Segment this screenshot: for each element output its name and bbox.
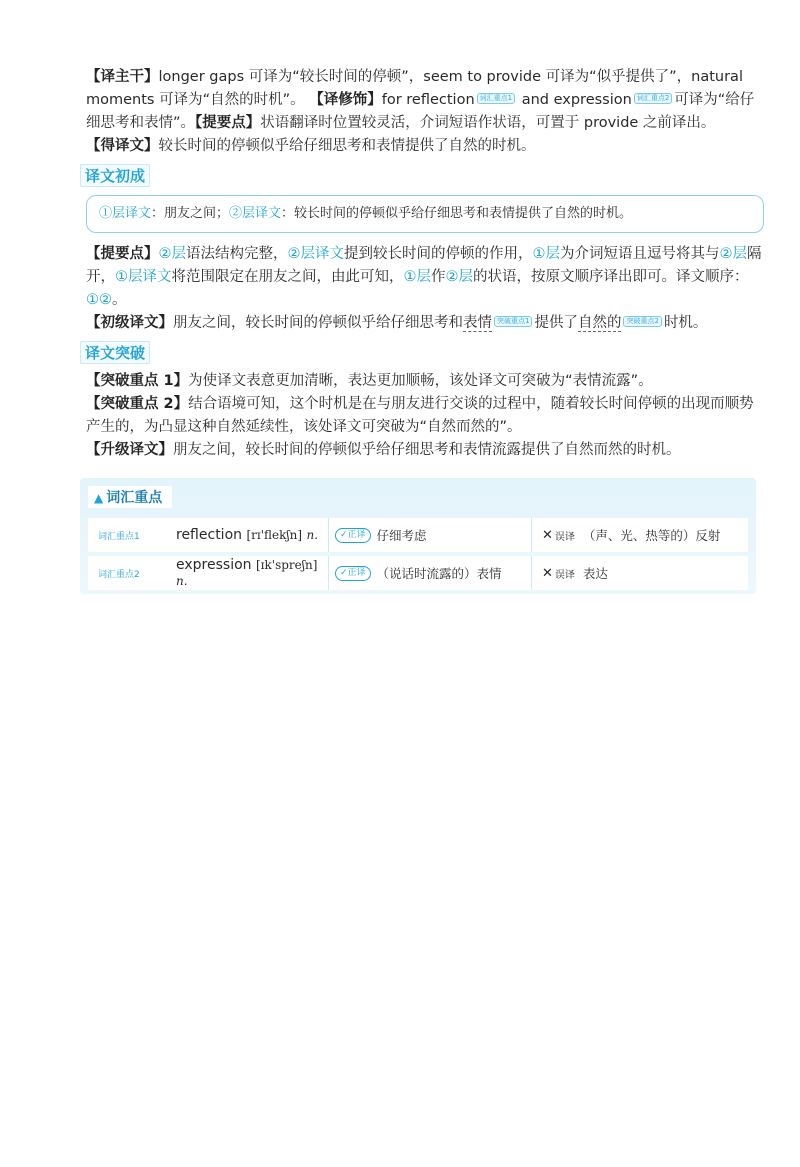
vocab-correct-cell <box>328 518 531 552</box>
vocab-word-cell <box>176 527 328 543</box>
vocab-word: reflection <box>176 527 243 543</box>
paragraph-result <box>86 135 766 158</box>
vocab-panel <box>80 478 756 594</box>
underlined-term: 自然的 <box>577 315 622 331</box>
section-title-breakthrough: 译文突破 <box>80 341 150 364</box>
vocab-word-cell <box>176 557 328 589</box>
text-seg: 。 <box>112 292 127 308</box>
text-seg: 将范围限定在朋友之间，由此可知， <box>171 269 404 285</box>
upgraded-text: 朋友之间，较长时间的停顿似乎给仔细思考和表情流露提供了自然而然的时机。 <box>173 442 681 458</box>
section-title-draft: 译文初成 <box>80 164 150 187</box>
vocab-wrong: 表达 <box>582 566 608 581</box>
text-seg: 的状语，按原文顺序译出即可。译文顺序： <box>473 269 749 285</box>
label-translate-modifier: 【译修饰】 <box>309 92 382 108</box>
paragraph-breakthrough-2 <box>86 393 766 439</box>
vocab-ref-tag: 词汇重点2 <box>634 93 672 104</box>
layer-ref: ①层 <box>403 269 431 285</box>
label-upgraded: 【升级译文】 <box>86 442 173 458</box>
vocab-pos: n. <box>176 574 188 588</box>
layer-ref: ②层译文 <box>287 246 344 262</box>
cross-icon: ✕ <box>542 527 553 543</box>
vocab-wrong-cell <box>531 518 748 552</box>
modifier-text-3: 可译为“给仔细思考和表情”。 <box>86 92 755 131</box>
correct-badge: ✓正译 <box>335 528 371 543</box>
breakthrough-ref-tag: 突破重点1 <box>494 316 532 327</box>
draft-translation-box <box>86 195 764 233</box>
wrong-label: 误译 <box>554 531 575 543</box>
layer-ref: ②层 <box>158 246 186 262</box>
vocab-correct: 仔细考虑 <box>376 528 427 543</box>
vocab-word: expression <box>176 557 252 573</box>
vocab-phonetic: [rɪ'flekʃn] <box>246 528 303 542</box>
basic-text-1: 朋友之间，较长时间的停顿似乎给仔细思考和 <box>173 315 463 331</box>
text-seg: 隔开， <box>86 246 762 285</box>
layer-order: ①② <box>86 292 112 308</box>
vocab-wrong-cell <box>531 556 748 590</box>
paragraph-main-trunk <box>86 66 766 135</box>
layer1-text: ：朋友之间； <box>151 206 230 221</box>
analysis-content <box>86 66 766 462</box>
vocab-ref-tag: 词汇重点1 <box>477 93 515 104</box>
vocab-pos: n. <box>306 528 319 542</box>
layer-ref: ①层 <box>532 246 560 262</box>
vocab-tag: 词汇重点1 <box>98 531 140 542</box>
breakthrough-2-text: 结合语境可知，这个时机是在与朋友进行交谈的过程中，随着较长时间停顿的出现而顺势产生的，为凸显这种自然延续性，该处译文可突破为“自然而然的”。 <box>86 396 754 435</box>
layer-ref: ②层 <box>445 269 473 285</box>
breakthrough-ref-tag: 突破重点2 <box>623 316 661 327</box>
vocab-title-text: 词汇重点 <box>106 490 163 506</box>
label-get-translation: 【得译文】 <box>86 138 159 154</box>
label-basic-translation: 【初级译文】 <box>86 315 173 331</box>
basic-text-2: 提供了 <box>534 315 578 331</box>
trunk-text: longer gaps 可译为“较长时间的停顿”，seem to provide 可译为“似乎提供了”，natural moments 可译为“自然的时机”。 <box>86 69 743 108</box>
vocab-wrong: （声、光、热等的）反射 <box>582 528 721 543</box>
text-seg: 作 <box>431 269 446 285</box>
modifier-text-1: for reflection <box>381 92 475 108</box>
text-seg: 提到较长时间的停顿的作用， <box>344 246 533 262</box>
label-key-points: 【提要点】 <box>86 246 159 262</box>
layer2-label: ②层译文 <box>229 206 282 221</box>
paragraph-basic-translation <box>86 312 766 335</box>
layer2-text: ：较长时间的停顿似乎给仔细思考和表情提供了自然的时机。 <box>281 206 633 221</box>
label-translate-trunk: 【译主干】 <box>86 69 159 85</box>
layer-ref: ①层译文 <box>115 269 172 285</box>
vocab-phonetic: [ɪk'spreʃn] <box>255 558 318 572</box>
basic-text-3: 时机。 <box>663 315 708 331</box>
warning-icon: ▲ <box>94 491 104 505</box>
key-points-text: 状语翻译时位置较灵活，介词短语作状语，可置于 provide 之前译出。 <box>260 115 716 131</box>
wrong-label: 误译 <box>554 569 575 581</box>
cross-icon: ✕ <box>542 565 553 581</box>
modifier-text-2: and expression <box>517 92 632 108</box>
layer-ref: ②层 <box>719 246 747 262</box>
label-key-points: 【提要点】 <box>195 115 261 131</box>
paragraph-upgraded <box>86 439 766 462</box>
vocab-row <box>88 518 748 552</box>
underlined-term: 表情 <box>463 315 492 331</box>
layer1-label: ①层译文 <box>99 206 152 221</box>
vocab-correct: （说话时流露的）表情 <box>376 566 502 581</box>
text-seg: 为介词短语且逗号将其与 <box>560 246 720 262</box>
correct-badge: ✓正译 <box>335 566 371 581</box>
breakthrough-1-text: 为使译文表意更加清晰，表达更加顺畅，该处译文可突破为“表情流露”。 <box>188 373 653 389</box>
vocab-correct-cell <box>328 556 531 590</box>
result-text: 较长时间的停顿似乎给仔细思考和表情提供了自然的时机。 <box>158 138 536 154</box>
label-breakthrough-2: 【突破重点 2】 <box>86 396 189 412</box>
label-breakthrough-1: 【突破重点 1】 <box>86 373 189 389</box>
vocab-tag: 词汇重点2 <box>98 569 140 580</box>
vocab-row <box>88 556 748 590</box>
text-seg: 语法结构完整， <box>186 246 288 262</box>
paragraph-breakthrough-1 <box>86 370 766 393</box>
vocab-title <box>88 486 172 508</box>
paragraph-key-points <box>86 243 766 312</box>
